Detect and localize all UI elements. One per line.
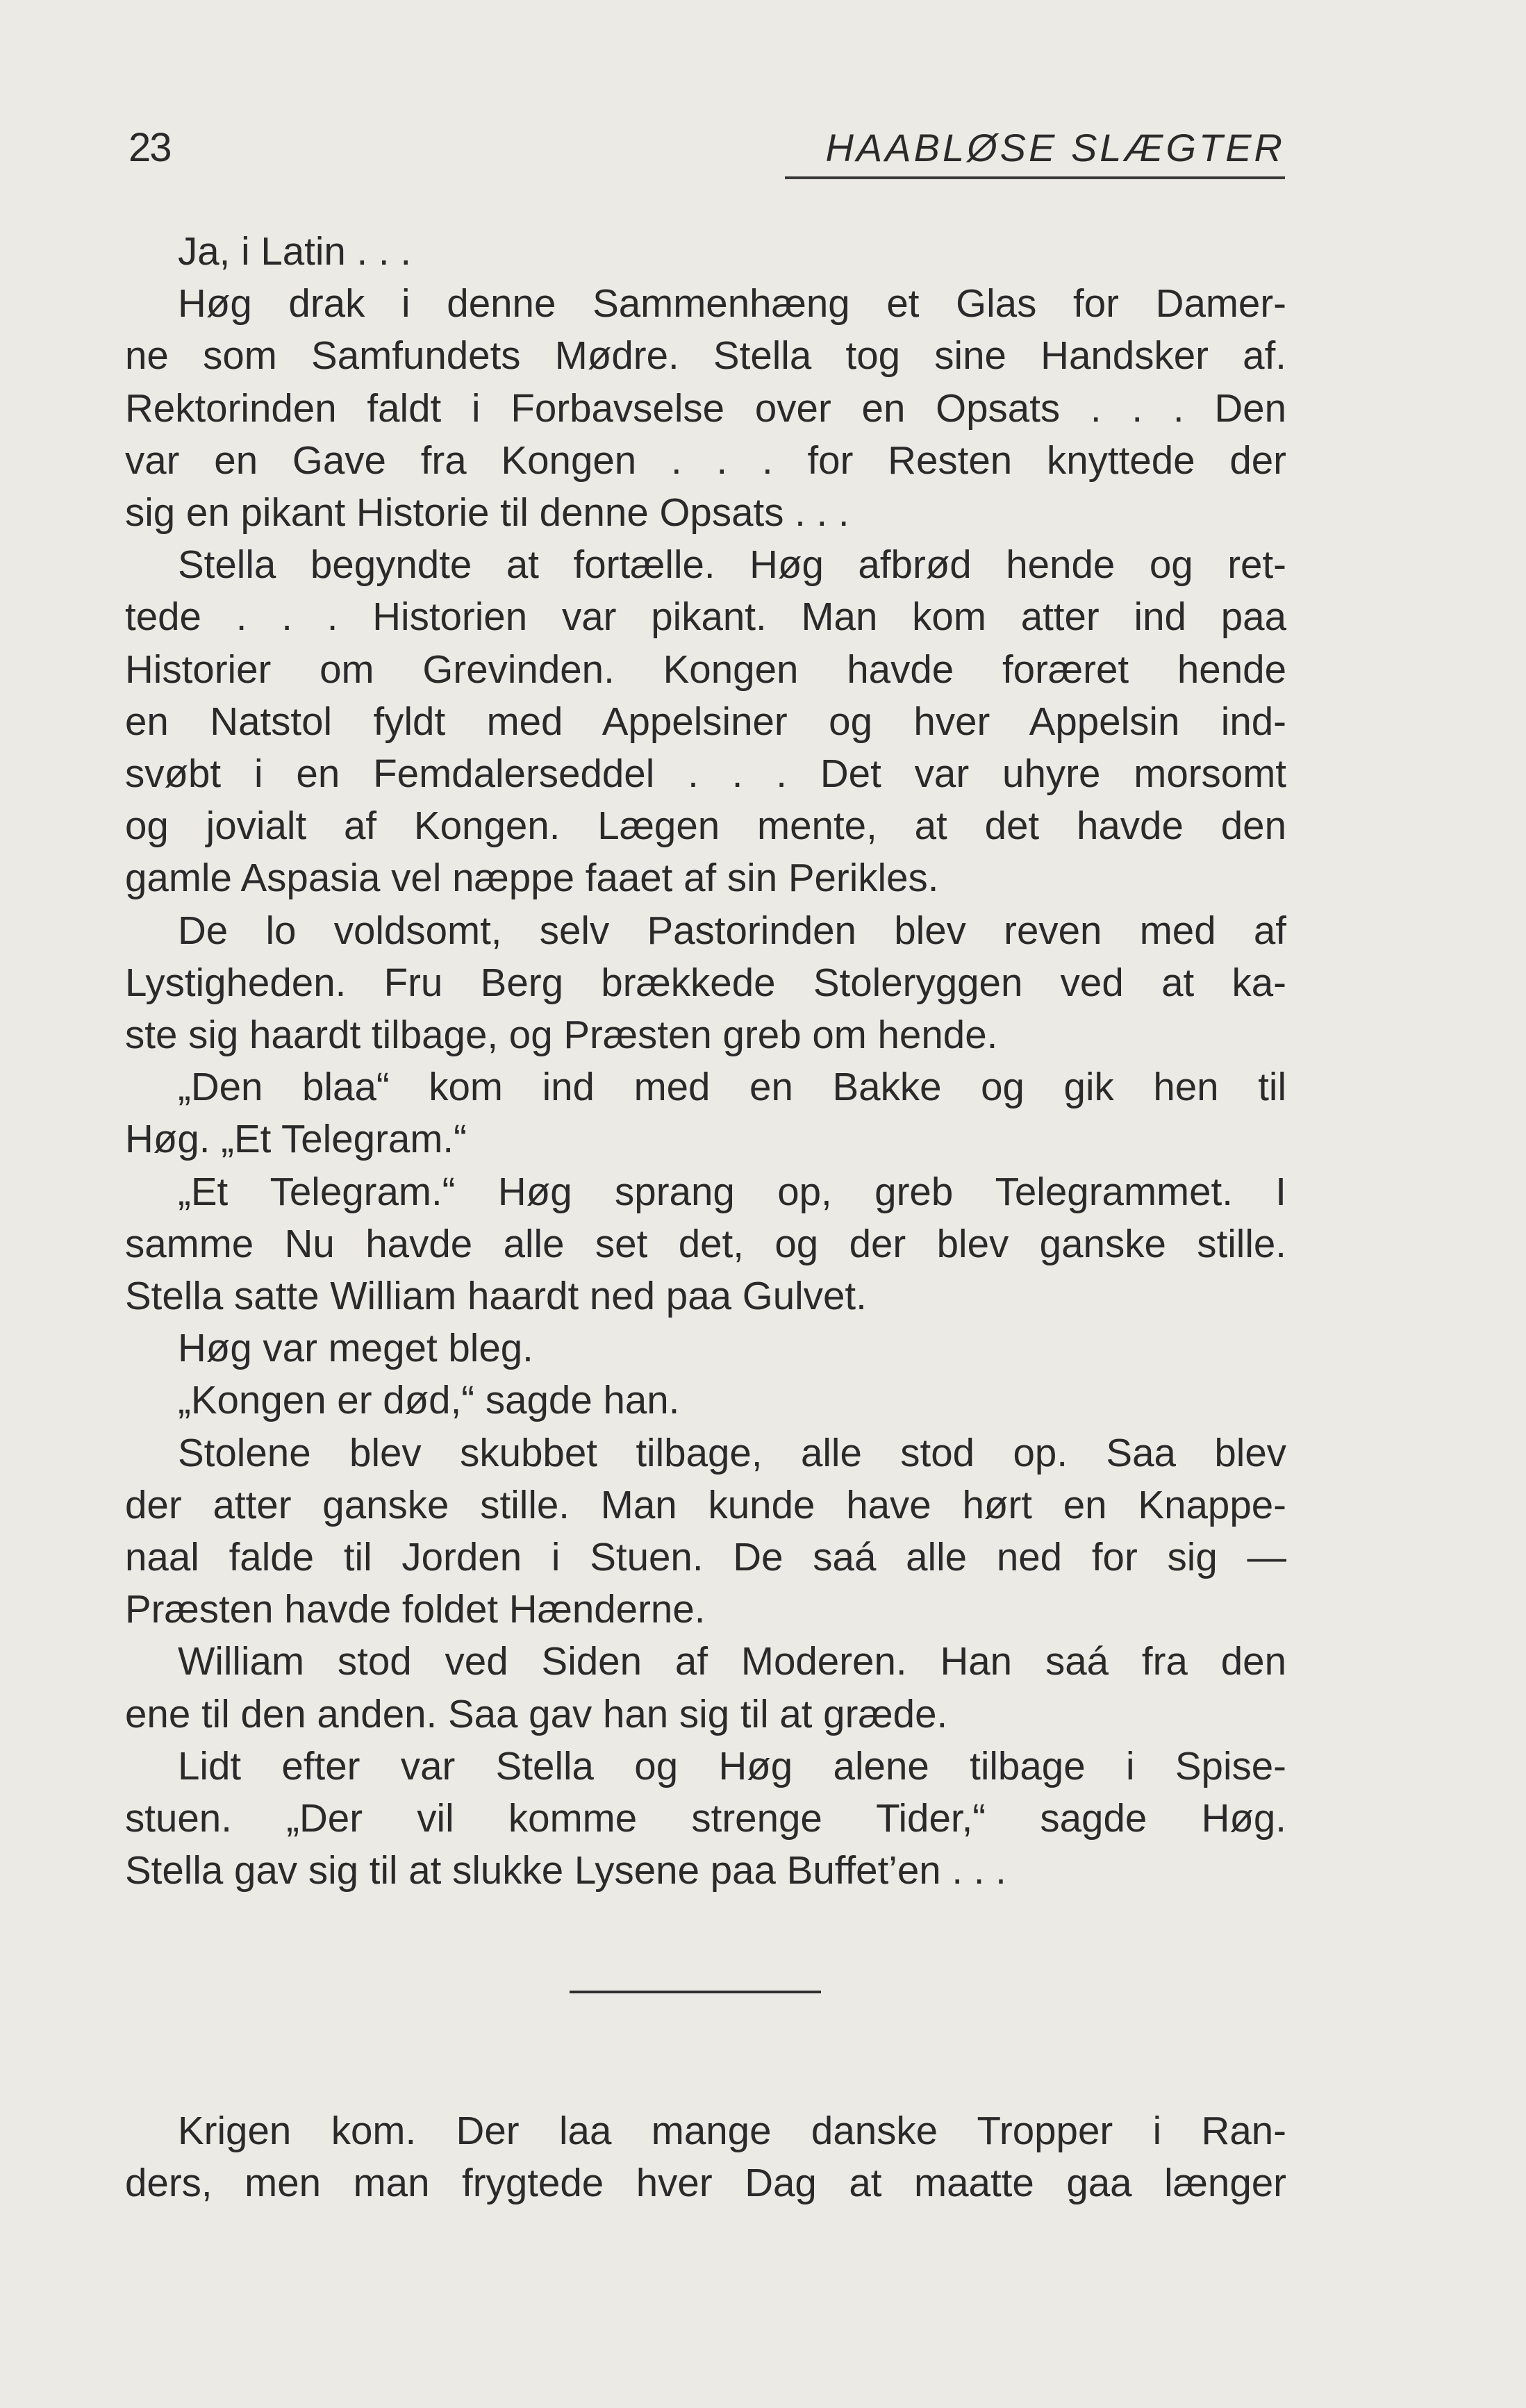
text-line: Høg. „Et Telegram.“ [125,1117,467,1161]
text-line: Præsten havde foldet Hænderne. [125,1587,706,1631]
section-divider [570,1991,821,1993]
text-line: svøbt i en Femdalerseddel . . . Det var uhyre morsomt [125,752,1286,796]
text-line: samme Nu havde alle set det, og der blev ganske stille. [125,1221,1286,1265]
text-line: tede . . . Historien var pikant. Man kom atter ind paa [125,595,1286,639]
text-line: Stella begyndte at fortælle. Høg afbrød hende og ret- [178,542,1286,587]
text-line: Historier om Grevinden. Kongen havde foræret hende [125,647,1286,691]
text-line: Stolene blev skubbet tilbage, alle stod op. Saa blev [178,1430,1286,1475]
paragraph [125,1322,1286,1374]
text-line: Lystigheden. Fru Berg brækkede Stoleryggen ved at ka- [125,960,1286,1004]
text-line: Ja, i Latin . . . [178,229,412,273]
paragraph [125,904,1286,1061]
paragraph [125,1165,1286,1322]
running-title: HAABLØSE SLÆGTER [785,124,1285,179]
text-line: „Den blaa“ kom ind med en Bakke og gik hen til [178,1065,1286,1109]
page-number: 23 [128,125,171,170]
text-line: var en Gave fra Kongen . . . for Resten knyttede der [125,438,1286,482]
text-line: og jovialt af Kongen. Lægen mente, at det havde den [125,804,1286,848]
text-line: Krigen kom. Der laa mange danske Tropper i Ran- [178,2109,1286,2152]
paragraph [125,1740,1286,1897]
text-line: naal falde til Jorden i Stuen. De saá alle ned for sig — [125,1535,1286,1579]
text-line: stuen. „Der vil komme strenge Tider,“ sagde Høg. [125,1796,1286,1841]
text-line: Rektorinden faldt i Forbavselse over en Opsats . . . Den [125,385,1286,430]
next-section [125,2104,1286,2209]
paragraph [125,1427,1286,1636]
text-line: „Kongen er død,“ sagde han. [178,1378,680,1422]
paragraph [125,277,1286,538]
text-line: sig en pikant Historie til denne Opsats . . . [125,490,849,535]
paragraph [125,1374,1286,1426]
text-line: Lidt efter var Stella og Høg alene tilbage i Spise- [178,1743,1286,1788]
text-line: Stella satte William haardt ned paa Gulvet. [125,1274,867,1318]
text-line: „Et Telegram.“ Høg sprang op, greb Telegrammet. I [178,1169,1286,1213]
text-line: gamle Aspasia vel næppe faaet af sin Perikles. [125,856,939,900]
paragraph [125,538,1286,904]
text-line: Høg drak i denne Sammenhæng et Glas for Damer- [178,281,1286,326]
paragraph [125,1635,1286,1739]
text-line: William stod ved Siden af Moderen. Han saá fra den [178,1639,1286,1684]
text-line: ne som Samfundets Mødre. Stella tog sine Handsker af. [125,333,1286,378]
text-line: der atter ganske stille. Man kunde have hørt en Knappe- [125,1482,1286,1527]
text-line: en Natstol fyldt med Appelsiner og hver Appelsin ind- [125,699,1286,743]
text-line: ste sig haardt tilbage, og Præsten greb om hende. [125,1013,998,1057]
text-line: Høg var meget bleg. [178,1326,533,1370]
text-line: De lo voldsomt, selv Pastorinden blev reven med af [178,908,1286,952]
paragraph [125,2104,1286,2209]
paragraph [125,1061,1286,1165]
chapter-body [125,225,1286,1897]
text-line: ene til den anden. Saa gav han sig til at græde. [125,1691,948,1736]
text-line: Stella gav sig til at slukke Lysene paa Buffet’en . . . [125,1848,1006,1893]
text-line: ders, men man frygtede hver Dag at maatte gaa længer [125,2161,1286,2205]
paragraph [125,225,1286,277]
